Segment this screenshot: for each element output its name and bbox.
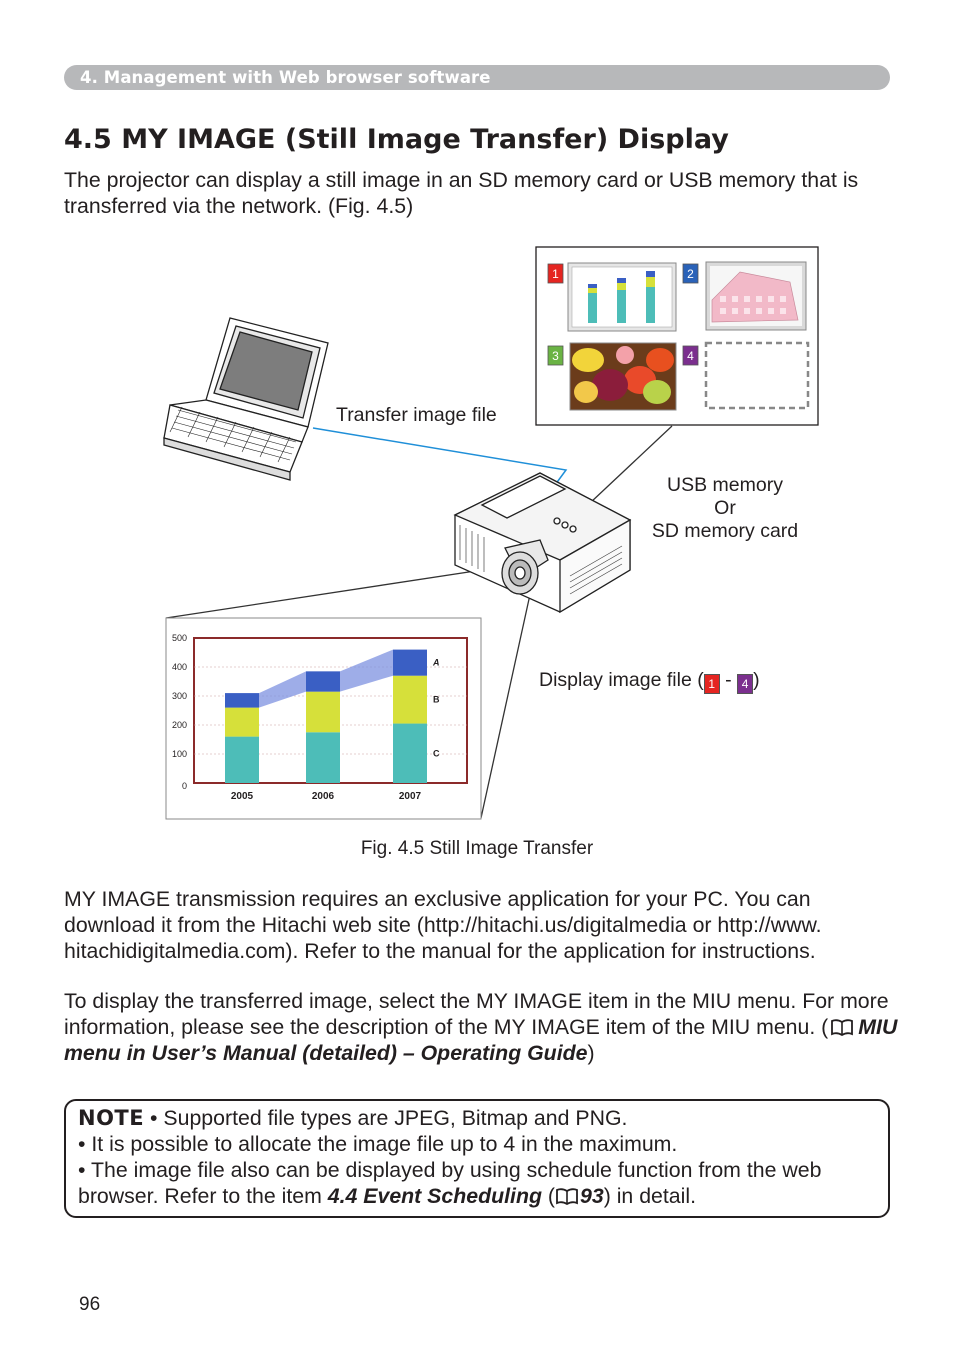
note-content — [78, 1105, 888, 1209]
slot-1-thumbnail — [568, 263, 676, 331]
projector-icon — [455, 473, 630, 612]
para2-text: To display the transferred image, select the MY IMAGE item in the MIU menu. For more information, please see the description of the MY IMAGE item of the MIU menu. ( — [64, 989, 889, 1039]
slot-badge-3-label: 3 — [552, 349, 559, 363]
note-box — [64, 1099, 890, 1218]
display-instructions-paragraph — [64, 988, 904, 1066]
series-label: C — [433, 748, 440, 759]
y-tick-label: 500 — [171, 633, 187, 643]
page-title: 4.5 MY IMAGE (Still Image Transfer) Display — [64, 124, 729, 155]
miu-menu-reference-link[interactable]: MIU menu in User’s Manual (detailed) – Operating Guide — [64, 1015, 898, 1065]
bar-segment — [393, 724, 427, 783]
bar-segment — [225, 708, 259, 737]
display-label-prefix: Display image file ( — [539, 669, 704, 691]
bar-segment — [306, 732, 340, 783]
transfer-image-file-label: Transfer image file — [336, 404, 497, 426]
bar-segment — [225, 737, 259, 783]
or-text: Or — [714, 497, 736, 519]
note-line-2: • It is possible to allocate the image file up to 4 in the maximum. — [78, 1132, 678, 1156]
note-line-3-end: ) in detail. — [603, 1184, 697, 1208]
bar-segment — [225, 693, 259, 708]
projected-chart-panel — [166, 618, 481, 819]
projector-to-chart-line-bottom — [481, 590, 531, 818]
slot-3-thumbnail — [570, 343, 676, 410]
badge-1-icon: 1 — [704, 674, 720, 694]
bar-segment — [306, 692, 340, 733]
x-tick-label: 2005 — [230, 791, 254, 802]
note-tag: NOTE — [78, 1106, 145, 1130]
slot-badge-1-label: 1 — [552, 267, 559, 281]
section-header-text: 4. Management with Web browser software — [80, 68, 491, 87]
display-label-suffix: ) — [753, 669, 760, 691]
display-monitor — [536, 247, 818, 425]
figure-caption: Fig. 4.5 Still Image Transfer — [360, 838, 594, 859]
note-line-3-open: ( — [541, 1184, 555, 1208]
y-tick-label: 100 — [171, 749, 187, 759]
bar-segment — [306, 671, 340, 691]
usb-memory-text: USB memory — [667, 474, 783, 496]
application-paragraph: MY IMAGE transmission requires an exclusive application for your PC. You can download it from the Hitachi web site (http://hitachi.us/digitalmedia or http://www. hitachidigitalmedia.com). Refer to the manual for the application for instructions. — [64, 887, 822, 963]
y-tick-label: 300 — [171, 691, 187, 701]
book-reference-icon — [555, 1187, 579, 1205]
y-tick-label: 200 — [171, 720, 187, 730]
page-93-link[interactable]: 93 — [579, 1184, 604, 1208]
para2-end: ) — [587, 1041, 595, 1065]
network-cable — [313, 428, 566, 485]
x-tick-label: 2006 — [311, 791, 335, 802]
bar-segment — [393, 676, 427, 724]
badge-4-icon: 4 — [737, 674, 753, 694]
series-label: A — [433, 657, 440, 668]
x-tick-label: 2007 — [398, 791, 422, 802]
sd-memory-card-text: SD memory card — [651, 520, 799, 542]
laptop-icon — [164, 318, 328, 480]
slot-2-thumbnail — [706, 262, 806, 330]
bar-segment — [393, 650, 427, 676]
slot-badge-2-label: 2 — [687, 267, 694, 281]
note-line-3-text: • The image file also can be displayed by using schedule function from the web browser. Refer to the item — [78, 1158, 822, 1208]
display-image-file-label — [539, 669, 760, 694]
book-reference-icon — [830, 1018, 854, 1036]
storage-media-label — [640, 474, 810, 543]
slot-badge-4-label: 4 — [687, 349, 694, 363]
note-line-1: • Supported file types are JPEG, Bitmap and PNG. — [150, 1106, 628, 1130]
event-scheduling-link[interactable]: 4.4 Event Scheduling — [327, 1184, 542, 1208]
series-label: B — [433, 694, 440, 705]
page-number: 96 — [79, 1294, 101, 1315]
display-label-sep: - — [719, 669, 738, 691]
y-tick-label: 400 — [171, 662, 187, 672]
intro-paragraph: The projector can display a still image in an SD memory card or USB memory that is transferred via the network. (Fig. 4.5) — [64, 168, 859, 218]
projector-to-chart-line-top — [166, 568, 495, 618]
y-tick-label: 0 — [181, 781, 187, 791]
